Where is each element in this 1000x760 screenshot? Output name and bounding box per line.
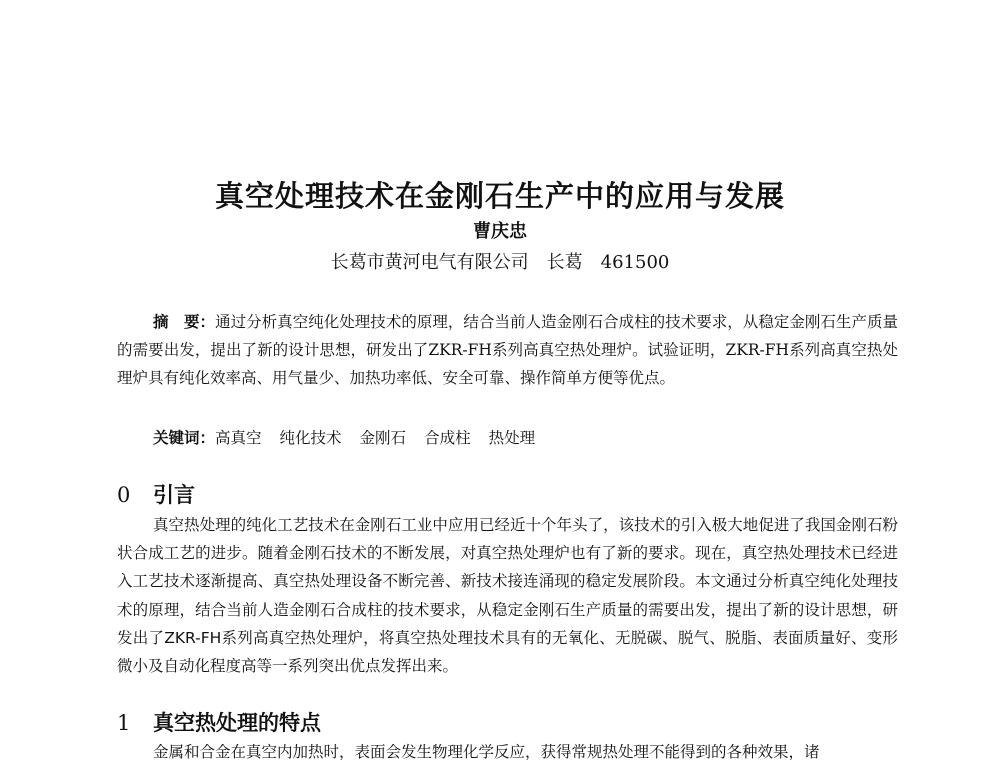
abstract: [117, 308, 898, 392]
section-title: 真空热处理的特点: [153, 710, 321, 735]
keyword: 纯化技术: [279, 429, 342, 447]
keyword: 高真空: [215, 429, 262, 447]
affiliation-city: 长葛: [546, 252, 583, 273]
author-name: 曹庆忠: [473, 221, 527, 242]
abstract-label: 摘 要：: [153, 313, 216, 331]
keywords-label: 关键词：: [153, 429, 216, 447]
section-heading-vacuum-features: [117, 708, 321, 738]
affiliation-line: [0, 249, 1000, 277]
keyword: 金刚石: [359, 429, 407, 447]
section-number: 0: [117, 483, 131, 507]
section-paragraph-introduction: 真空热处理的纯化工艺技术在金刚石工业中应用已经近十个年头了，该技术的引入极大地促进了我国金刚石粉状合成工艺的进步。随着金刚石技术的不断发展，对真空热处理炉也有了新的要求。现在，真空热处理技术已经进入工艺技术逐渐提高、真空热处理设备不断完善、新技术接连涌现的稳定发展阶段。本文通过分析真空纯化处理技术的原理，结合当前人造金刚石合成柱的技术要求，从稳定金刚石生产质量的需要出发，提出了新的设计思想，研发出了ZKR-FH系列高真空热处理炉，将真空热处理技术具有的无氧化、无脱碳、脱气、脱脂、表面质量好、变形微小及自动化程度高等一系列突出优点发挥出来。: [117, 516, 898, 676]
section-paragraph-vacuum-features: 金属和合金在真空内加热时，表面会发生物理化学反应，获得常规热处理不能得到的各种效果，诸: [153, 743, 820, 760]
section-heading-introduction: [117, 480, 195, 510]
keyword: 热处理: [488, 429, 536, 447]
affiliation-postcode: 461500: [600, 252, 670, 273]
affiliation-org: 长葛市黄河电气有限公司: [330, 252, 529, 273]
section-title: 引言: [153, 482, 195, 507]
keywords: [153, 425, 893, 451]
abstract-text: 通过分析真空纯化处理技术的原理，结合当前人造金刚石合成柱的技术要求，从稳定金刚石生产质量的需要出发，提出了新的设计思想，研发出了ZKR-FH系列高真空热处理炉。试验证明，ZKR-FH系列高真空热处理炉具有纯化效率高、用气量少、加热功率低、安全可靠、操作简单方便等优点。: [117, 313, 898, 387]
keyword: 合成柱: [424, 429, 471, 447]
section-number: 1: [117, 711, 131, 735]
paper-title: 真空处理技术在金刚石生产中的应用与发展: [214, 179, 785, 213]
